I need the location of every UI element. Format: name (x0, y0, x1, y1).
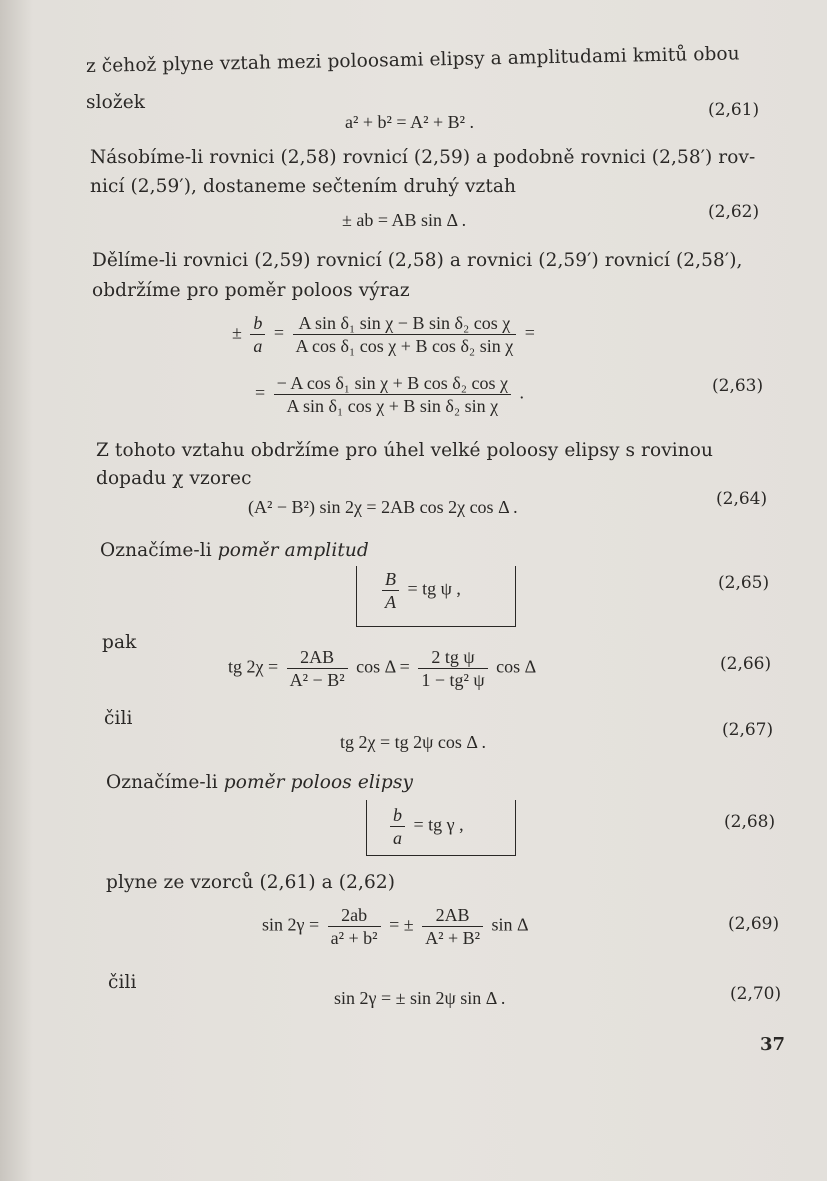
denominator: a² + b² (330, 928, 378, 948)
equation-number: (2,70) (730, 984, 782, 1004)
text-line: plyne ze vzorců (2,61) a (2,62) (106, 872, 396, 893)
text-line: obdržíme pro poměr poloos výraz (92, 280, 410, 301)
equation-end: cos Δ (496, 656, 537, 677)
text-line: čili (108, 972, 137, 993)
page-number: 37 (760, 1034, 786, 1055)
equation-2-66 (228, 646, 536, 691)
italic-term: poměr amplitud (217, 540, 369, 561)
equation-number: (2,68) (724, 812, 776, 832)
equation-middle: = ± (389, 914, 414, 935)
equation-2-63-row2: = $\frac{\text{− A cos δ₁ sin χ + B cos δ₂ cos χ}}{\text{A sin δ₁ cos χ + B sin δ₂ sin χ}}$ . (255, 373, 524, 416)
equation-2-63-row1: ± $\frac{b}{a}$ = $\frac{\text{A sin δ₁ sin χ − B sin δ₂ cos χ}}{\text{A cos δ₁ cos χ + B cos δ₂ sin χ}}$ = (232, 313, 535, 356)
equation-2-70: sin 2γ = ± sin 2ψ sin Δ . (334, 988, 506, 1008)
numerator: − A cos δ₁ sin χ + B cos δ₂ cos χ (274, 372, 511, 395)
numerator: 2 tg ψ (418, 646, 487, 669)
text-line: pak (102, 632, 137, 653)
equation-number: (2,63) (712, 376, 764, 396)
equation-2-61: a² + b² = A² + B² . (345, 112, 475, 132)
fraction-B-over-A: $\frac{B}{A}$ (382, 568, 399, 613)
equation-2-64: (A² − B²) sin 2χ = 2AB cos 2χ cos Δ . (248, 497, 518, 517)
numerator: 2AB (422, 904, 483, 927)
equation-end: sin Δ (491, 914, 529, 935)
fraction-b-over-a: $\frac{b}{a}$ (250, 312, 265, 357)
text-line (106, 772, 413, 794)
text-line: Z tohoto vztahu obdržíme pro úhel velké poloosy elipsy s rovinou (96, 440, 714, 461)
equation-2-68 (386, 804, 464, 849)
equation-number: (2,67) (722, 720, 774, 740)
italic-term: poměr poloos elipsy (223, 772, 414, 793)
fraction (274, 372, 511, 417)
text-line: dopadu χ vzorec (96, 468, 252, 489)
equation-rhs: = tg ψ , (407, 578, 461, 599)
equation-number: (2,61) (708, 100, 760, 120)
equation-number: (2,62) (708, 202, 760, 222)
text-line: čili (104, 708, 133, 729)
fraction (293, 312, 517, 357)
fraction (328, 904, 381, 949)
plus-minus-sign: ± (232, 322, 242, 343)
numerator: 2ab (328, 904, 381, 927)
text-line: z čehož plyne vztah mezi poloosami elipsy a amplitudami kmitů obou (85, 43, 740, 77)
equation-middle: cos Δ = (356, 656, 410, 677)
equation-2-62: ± ab = AB sin Δ . (342, 210, 467, 230)
equation-number: (2,65) (718, 573, 770, 593)
equation-rhs: = tg γ , (413, 814, 464, 835)
numerator: 2AB (287, 646, 348, 669)
denominator: A² + B² (425, 928, 481, 948)
denominator: 1 − tg² ψ (421, 670, 485, 690)
text-line: složek (86, 92, 146, 113)
text-span: Označíme-li (106, 772, 224, 793)
fraction-b-over-a: $\frac{b}{a}$ (390, 804, 405, 849)
text-line: Dělíme-li rovnici (2,59) rovnicí (2,58) a rovnici (2,59′) rovnicí (2,58′), (92, 250, 743, 271)
fraction (422, 904, 483, 949)
text-line: Násobíme-li rovnici (2,58) rovnicí (2,59) a podobně rovnici (2,58′) rov- (90, 147, 756, 168)
equation-number: (2,69) (728, 914, 780, 934)
denominator: A sin δ₁ cos χ + B sin δ₂ sin χ (286, 396, 499, 416)
equation-number: (2,64) (716, 489, 768, 509)
equation-number: (2,66) (720, 654, 772, 674)
fraction (418, 646, 487, 691)
equation-lhs: sin 2γ = (262, 914, 320, 935)
denominator: A cos δ₁ cos χ + B cos δ₂ sin χ (295, 336, 514, 356)
equation-2-65 (378, 568, 461, 613)
equation-lhs: tg 2χ = (228, 656, 279, 677)
equation-2-67: tg 2χ = tg 2ψ cos Δ . (340, 732, 486, 752)
text-line: nicí (2,59′), dostaneme sečtením druhý vztah (90, 176, 517, 197)
fraction (287, 646, 348, 691)
text-span: Označíme-li (100, 540, 218, 561)
numerator: A sin δ₁ sin χ − B sin δ₂ cos χ (293, 312, 517, 335)
text-line (100, 540, 369, 562)
denominator: A² − B² (289, 670, 345, 690)
equation-2-69 (262, 904, 529, 949)
